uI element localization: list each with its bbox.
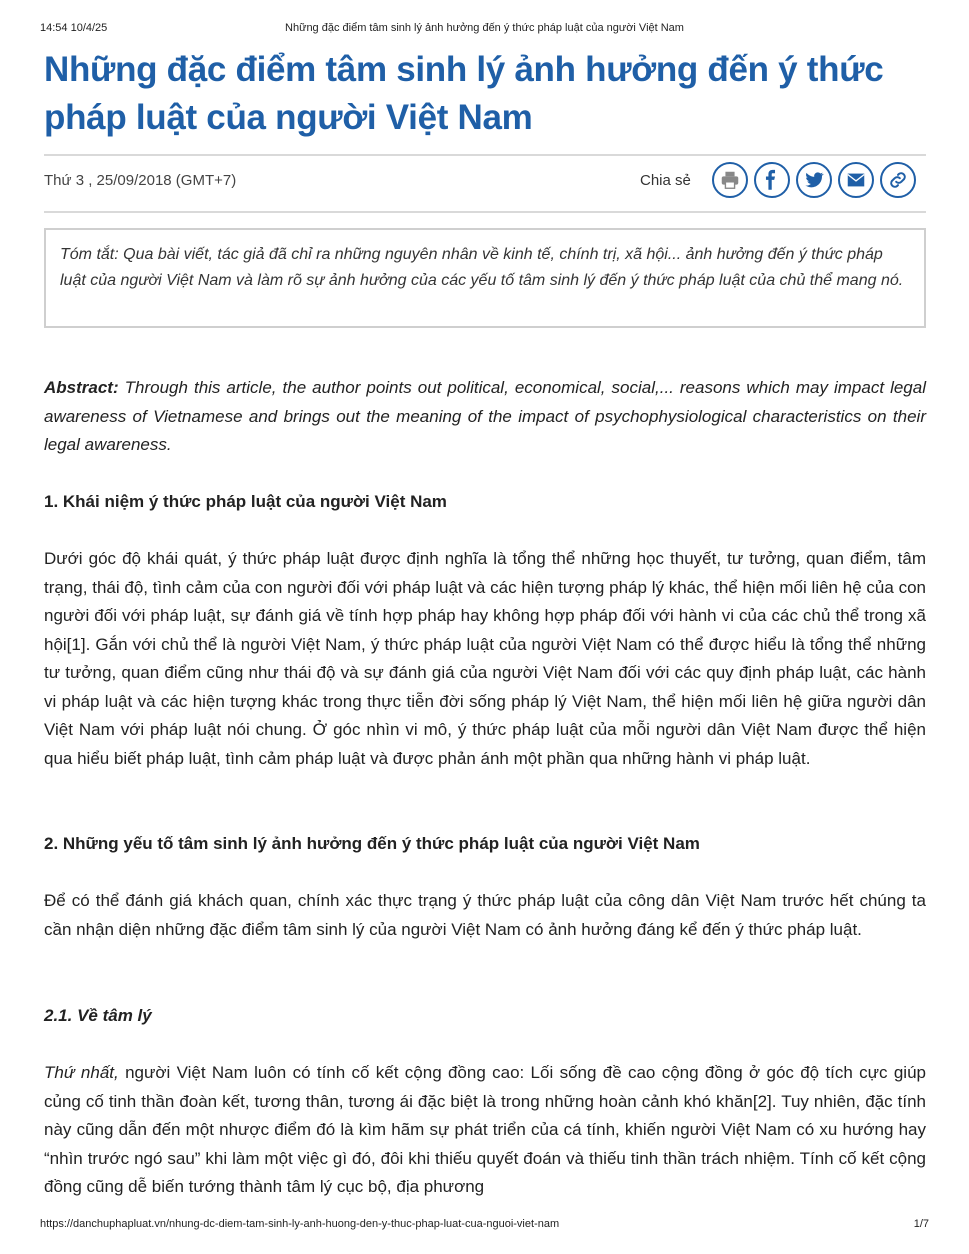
divider: [44, 211, 926, 213]
section1-paragraph: Dưới góc độ khái quát, ý thức pháp luật được định nghĩa là tổng thể những học thuyết, tư tưởng, quan điểm, tâm trạng, thái độ, tình cảm của con người đối với pháp luật và các hiện tượng pháp lý khác, thể hiện mối liên hệ của con người đối với pháp luật, sự đánh giá về tính hợp pháp hay không hợp pháp đối với hành vi của các chủ thể trong xã hội[1]. Gắn với chủ thể là người Việt Nam, ý thức pháp luật của người Việt Nam có thể được hiểu là tổng thể những tư tưởng, quan điểm cũng như thái độ và sự đánh giá của người Việt Nam đối với các quy định pháp luật, các hành vi pháp luật và các hiện tượng khác trong thực tiễn đời sống pháp lý Việt Nam, thể hiện mối liên hệ giữa người dân Việt Nam với pháp luật nói chung. Ở góc nhìn vi mô, ý thức pháp luật của mỗi người dân Việt Nam được thể hiện qua hiểu biết pháp luật, tình cảm pháp luật và được phản ánh một phần qua những hành vi pháp luật.: [44, 549, 926, 768]
print-header: [40, 22, 929, 38]
section21-heading: 2.1. Về tâm lý: [44, 1006, 152, 1025]
article-date: Thứ 3 , 25/09/2018 (GMT+7): [44, 172, 237, 189]
divider: [44, 154, 926, 156]
share-bar: [712, 162, 916, 198]
summary-box: Tóm tắt: Qua bài viết, tác giả đã chỉ ra những nguyên nhân về kinh tế, chính trị, xã hội... ảnh hưởng đến ý thức pháp luật của người Việt Nam và làm rõ sự ảnh hưởng của các yếu tố tâm sinh lý đến ý thức pháp luật của chủ thể mang nó.: [44, 228, 926, 328]
abstract-text: Through this article, the author points out political, economical, social,... reasons which may impact legal awareness of Vietnamese and brings out the meaning of the impact of psychophysiological characteristics on their legal awareness.: [44, 378, 926, 454]
section2-heading: 2. Những yếu tố tâm sinh lý ảnh hưởng đến ý thức pháp luật của người Việt Nam: [44, 834, 700, 853]
first-point-label: Thứ nhất,: [44, 1063, 119, 1082]
section2-paragraph: Để có thể đánh giá khách quan, chính xác thực trạng ý thức pháp luật của công dân Việt Nam trước hết chúng ta cần nhận diện những đặc điểm tâm sinh lý của người Việt Nam có ảnh hưởng đáng kể đến ý thức pháp luật.: [44, 891, 926, 939]
share-label: Chia sẻ: [640, 172, 691, 189]
print-time: 14:54 10/4/25: [40, 22, 108, 34]
first-point-text: người Việt Nam luôn có tính cố kết cộng đồng cao: Lối sống đề cao cộng đồng ở góc độ tích cực giúp củng cố tinh thần đoàn kết, tương thân, tương ái đặc biệt là trong những hoàn cảnh khó khăn[2]. Tuy nhiên, đặc tính này cũng dẫn đến một nhược điểm đó là kìm hãm sự phát triển của cá tính, khiến người Việt Nam có xu hướng hay “nhìn trước ngó sau” khi làm một việc gì đó, đôi khi thiếu quyết đoán và thiếu tinh thần trách nhiệm. Tính cố kết cộng đồng cũng dễ biến tướng thành tâm lý cục bộ, địa phương: [44, 1063, 926, 1196]
print-icon[interactable]: [712, 162, 748, 198]
page-url[interactable]: https://danchuphapluat.vn/nhung-dc-diem-tam-sinh-ly-anh-huong-den-y-thuc-phap-luat-cua-nguoi-viet-nam: [40, 1218, 560, 1230]
section1-heading: 1. Khái niệm ý thức pháp luật của người Việt Nam: [44, 492, 447, 511]
print-doc-title: Những đặc điểm tâm sinh lý ảnh hưởng đến ý thức pháp luật của người Việt Nam: [285, 22, 684, 34]
abstract-paragraph: [44, 374, 926, 460]
article-title: Những đặc điểm tâm sinh lý ảnh hưởng đến ý thức pháp luật của người Việt Nam: [44, 50, 884, 137]
link-icon[interactable]: [880, 162, 916, 198]
page-number: 1/7: [913, 1218, 929, 1230]
facebook-icon[interactable]: [754, 162, 790, 198]
twitter-icon[interactable]: [796, 162, 832, 198]
abstract-label: Abstract:: [44, 378, 119, 397]
email-icon[interactable]: [838, 162, 874, 198]
first-point-paragraph: [44, 1059, 926, 1202]
